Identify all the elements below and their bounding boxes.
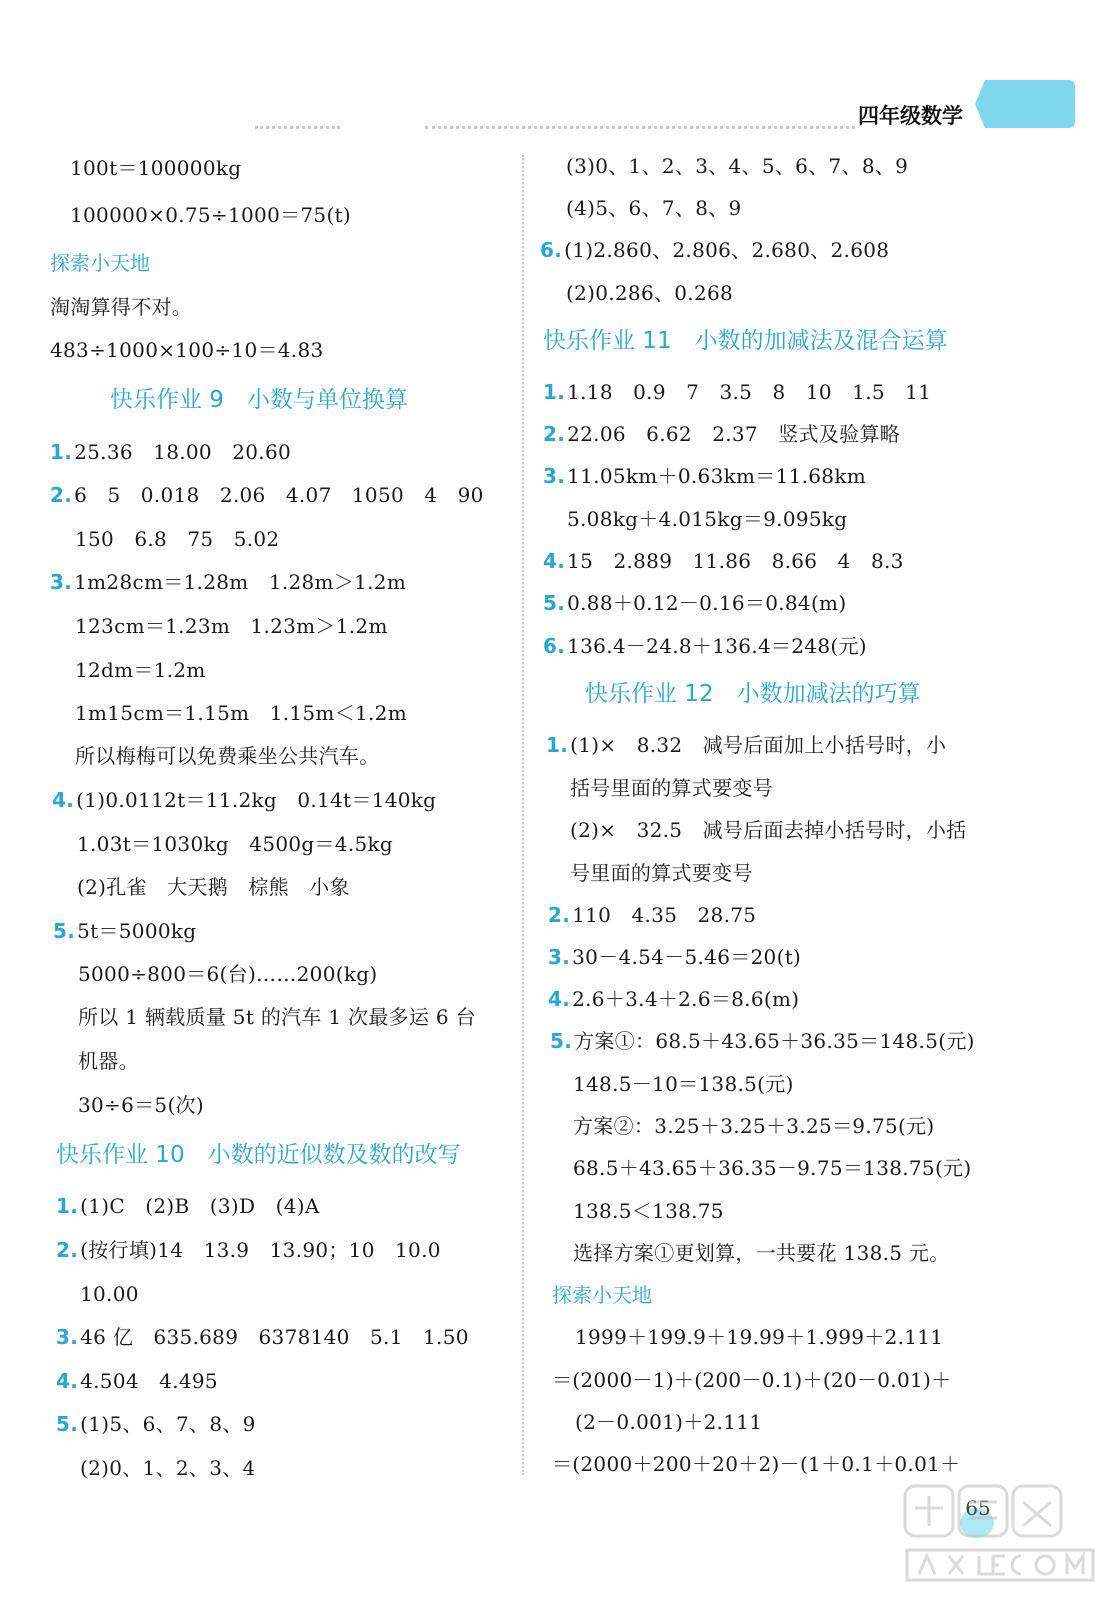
answer-line: (2)孔雀 大天鹅 棕熊 小象 (77, 875, 350, 899)
question-4 (52, 785, 436, 815)
question-text: (按行填)14 13.9 13.90；10 10.0 (80, 1238, 441, 1262)
question-text: 1m28cm＝1.28m 1.28m＞1.2m (74, 570, 407, 594)
answer-line: 选择方案①更划算，一共要花 138.5 元。 (573, 1241, 950, 1265)
question-1 (56, 1191, 320, 1221)
question-number: 3. (50, 570, 73, 594)
section-title-hw12: 快乐作业 12 小数加减法的巧算 (585, 681, 921, 707)
section-title-hw9: 快乐作业 9 小数与单位换算 (110, 387, 408, 413)
answer-line: 123cm＝1.23m 1.23m＞1.2m (75, 614, 388, 638)
question-1 (543, 377, 931, 407)
question-number: 5. (53, 919, 76, 943)
answer-line: 483÷1000×100÷10＝4.83 (50, 338, 324, 362)
answer-line: 68.5＋43.65＋36.35－9.75＝138.75(元) (573, 1156, 972, 1180)
answer-line: 所以梅梅可以免费乘坐公共汽车。 (75, 744, 380, 768)
question-4 (56, 1366, 218, 1396)
question-text: (1)5、6、7、8、9 (80, 1412, 256, 1436)
question-number: 1. (546, 733, 569, 757)
question-text: 11.05km＋0.63km＝11.68km (567, 464, 867, 488)
question-number: 3. (548, 945, 571, 969)
header-tab-decoration (985, 80, 1075, 128)
question-5 (550, 1026, 975, 1056)
question-number: 6. (540, 238, 563, 262)
answer-line: 机器。 (78, 1049, 139, 1073)
header-dotted-rule (425, 126, 855, 129)
question-number: 2. (543, 422, 566, 446)
answer-line: 138.5＜138.75 (573, 1199, 724, 1223)
answer-line: 1m15cm＝1.15m 1.15m＜1.2m (75, 701, 407, 725)
question-number: 3. (56, 1325, 79, 1349)
answer-line: 148.5－10＝138.5(元) (573, 1072, 794, 1096)
answer-line: 淘淘算得不对。 (50, 295, 193, 319)
question-3 (56, 1322, 469, 1352)
answer-line: 1999＋199.9＋19.99＋1.999＋2.111 (575, 1325, 944, 1349)
answer-line: (2)0.286、0.268 (566, 281, 734, 305)
question-text: 25.36 18.00 20.60 (74, 440, 291, 464)
question-text: 方案①：68.5＋43.65＋36.35＝148.5(元) (574, 1029, 975, 1053)
answer-line: 所以 1 辆载质量 5t 的汽车 1 次最多运 6 台 (78, 1005, 476, 1029)
question-text: 6 5 0.018 2.06 4.07 1050 4 90 (74, 483, 484, 507)
question-number: 5. (56, 1412, 79, 1436)
question-5 (56, 1409, 256, 1439)
question-text: (1)C (2)B (3)D (4)A (80, 1194, 320, 1218)
page-number: 65 (965, 1496, 991, 1520)
question-text: 4.504 4.495 (80, 1369, 218, 1393)
question-number: 2. (56, 1238, 79, 1262)
question-text: 1.18 0.9 7 3.5 8 10 1.5 11 (567, 380, 932, 404)
question-text: 30－4.54－5.46＝20(t) (572, 945, 802, 969)
answer-line: (2－0.001)＋2.111 (575, 1410, 763, 1434)
answer-line: 括号里面的算式要变号 (570, 776, 773, 800)
question-number: 1. (56, 1194, 79, 1218)
question-number: 6. (543, 634, 566, 658)
explore-section-label: 探索小天地 (50, 251, 150, 275)
answer-line: (4)5、6、7、8、9 (566, 196, 742, 220)
column-divider (522, 155, 524, 1475)
question-5 (53, 916, 196, 946)
answer-line: (2)× 32.5 减号后面去掉小括号时，小括 (570, 818, 967, 842)
answer-line: 方案②：3.25＋3.25＋3.25＝9.75(元) (573, 1114, 935, 1138)
question-6 (543, 631, 867, 661)
question-2 (56, 1235, 441, 1265)
question-number: 5. (550, 1029, 573, 1053)
answer-line: ＝(2000＋200＋20＋2)－(1＋0.1＋0.01＋ (552, 1452, 961, 1476)
header-title: 四年级数学 (858, 104, 963, 128)
question-number: 5. (543, 591, 566, 615)
question-number: 4. (52, 788, 75, 812)
question-number: 3. (543, 464, 566, 488)
question-2 (543, 419, 900, 449)
question-number: 4. (543, 549, 566, 573)
question-number: 1. (50, 440, 73, 464)
answer-line: 10.00 (80, 1282, 139, 1306)
question-number: 4. (56, 1369, 79, 1393)
question-1 (50, 437, 291, 467)
question-number: 4. (548, 987, 571, 1011)
answer-line: 100000×0.75÷1000＝75(t) (70, 203, 351, 227)
question-text: 22.06 6.62 2.37 竖式及验算略 (567, 422, 901, 446)
answer-line: (2)0、1、2、3、4 (80, 1456, 256, 1480)
question-text: 15 2.889 11.86 8.66 4 8.3 (567, 549, 904, 573)
answer-line: 5000÷800＝6(台)……200(kg) (78, 962, 378, 986)
answer-line: 30÷6＝5(次) (78, 1093, 204, 1117)
question-text: (1)0.0112t＝11.2kg 0.14t＝140kg (76, 788, 437, 812)
question-2 (548, 900, 756, 930)
section-title-hw10: 快乐作业 10 小数的近似数及数的改写 (56, 1142, 461, 1168)
question-1 (546, 730, 946, 760)
watermark-logo-icon (895, 1478, 1105, 1588)
question-text: 2.6＋3.4＋2.6＝8.6(m) (572, 987, 800, 1011)
question-3 (50, 567, 406, 597)
answer-line: 100t＝100000kg (70, 156, 242, 180)
question-4 (548, 984, 799, 1014)
explore-section-label: 探索小天地 (552, 1283, 652, 1307)
answer-line: 号里面的算式要变号 (570, 861, 753, 885)
section-title-hw11: 快乐作业 11 小数的加减法及混合运算 (543, 328, 948, 354)
question-text: (1)2.860、2.806、2.680、2.608 (564, 238, 890, 262)
answer-line: 12dm＝1.2m (75, 658, 206, 682)
question-number: 2. (548, 903, 571, 927)
question-text: (1)× 8.32 减号后面加上小括号时，小 (570, 733, 947, 757)
header-dotted-rule (255, 126, 340, 129)
answer-line: 5.08kg＋4.015kg＝9.095kg (567, 507, 848, 531)
answer-line: (3)0、1、2、3、4、5、6、7、8、9 (566, 154, 909, 178)
question-5 (543, 588, 846, 618)
question-text: 136.4－24.8＋136.4＝248(元) (567, 634, 867, 658)
question-text: 0.88＋0.12－0.16＝0.84(m) (567, 591, 847, 615)
question-number: 2. (50, 483, 73, 507)
question-text: 110 4.35 28.75 (572, 903, 757, 927)
question-number: 1. (543, 380, 566, 404)
question-text: 5t＝5000kg (77, 919, 197, 943)
question-3 (548, 942, 801, 972)
question-text: 46 亿 635.689 6378140 5.1 1.50 (80, 1325, 469, 1349)
answer-line: 150 6.8 75 5.02 (75, 527, 280, 551)
question-6 (540, 235, 889, 265)
answer-line: ＝(2000－1)＋(200－0.1)＋(20－0.01)＋ (552, 1368, 952, 1392)
answer-line: 1.03t＝1030kg 4500g＝4.5kg (77, 832, 394, 856)
question-4 (543, 546, 904, 576)
question-2 (50, 480, 484, 510)
question-3 (543, 461, 866, 491)
